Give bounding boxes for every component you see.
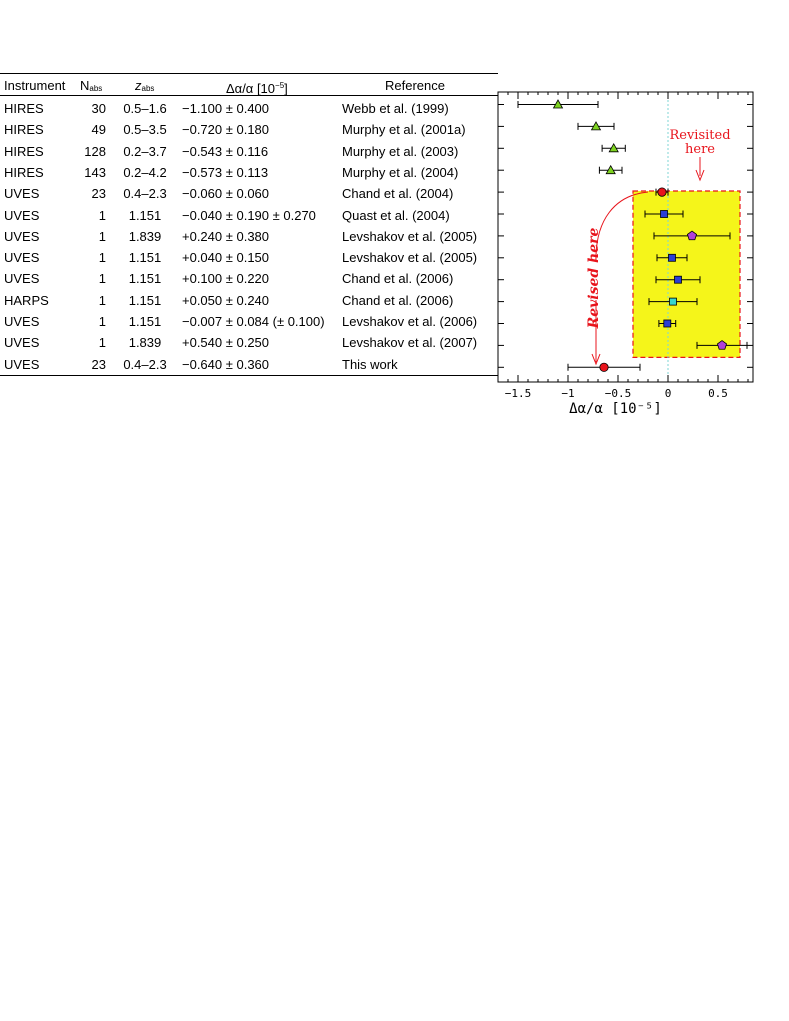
- cell-nabs: 1: [98, 314, 106, 329]
- cell-zabs: 0.2–3.7: [123, 143, 167, 159]
- cell-delta-alpha: +0.240 ± 0.380: [182, 228, 270, 244]
- cell-delta-alpha: +0.040 ± 0.150: [182, 250, 270, 266]
- cell-instrument: UVES: [4, 228, 40, 244]
- cell-zabs: 1.151: [128, 207, 162, 223]
- cell-nabs: 1: [98, 250, 106, 266]
- header-instrument: Instrument: [4, 78, 66, 93]
- header-nabs-main: N: [80, 78, 90, 93]
- cell-zabs: 0.2–4.2: [123, 164, 167, 180]
- cell-delta-alpha: −0.640 ± 0.360: [182, 356, 270, 372]
- cell-instrument: UVES: [4, 271, 40, 287]
- cell-delta-alpha: +0.540 ± 0.250: [182, 335, 270, 351]
- cell-nabs: 49: [91, 122, 106, 138]
- data-point-square: [664, 320, 671, 327]
- figure: [0, 0, 789, 430]
- cell-nabs: 143: [84, 164, 106, 180]
- cell-instrument: UVES: [4, 186, 40, 202]
- cell-instrument: UVES: [4, 335, 40, 351]
- cell-reference: This work: [342, 356, 398, 372]
- cell-nabs: 1: [98, 335, 106, 351]
- x-tick-label: −0.5: [604, 387, 632, 400]
- cell-delta-alpha: −0.720 ± 0.180: [182, 122, 270, 138]
- data-point-circle: [658, 188, 666, 196]
- delta-alpha-chart: [0, 0, 789, 430]
- cell-delta-alpha: −1.100 ± 0.400: [182, 101, 270, 116]
- cell-delta-alpha: −0.040 ± 0.190 ± 0.270: [182, 207, 316, 223]
- cell-zabs: 0.4–2.3: [123, 356, 167, 372]
- cell-zabs: 0.5–3.5: [123, 122, 167, 138]
- cell-instrument: UVES: [4, 314, 40, 329]
- data-point-square: [669, 254, 676, 261]
- x-tick-label: −1.5: [504, 387, 532, 400]
- header-da-main: Δα/α [10: [226, 81, 276, 96]
- x-tick-label: 0: [664, 387, 672, 400]
- cell-delta-alpha: −0.007 ± 0.084 (± 0.100): [182, 314, 325, 329]
- header-zabs-sub: abs: [141, 84, 155, 93]
- cell-nabs: 30: [91, 101, 106, 116]
- cell-reference: Chand et al. (2006): [342, 292, 454, 308]
- data-point-square: [675, 276, 682, 283]
- annotation-revisited-here: here: [685, 142, 715, 157]
- cell-instrument: HIRES: [4, 143, 44, 159]
- cell-instrument: HIRES: [4, 101, 44, 116]
- cell-zabs: 1.151: [128, 250, 162, 266]
- cell-nabs: 128: [84, 143, 106, 159]
- cell-instrument: HIRES: [4, 164, 44, 180]
- cell-reference: Levshakov et al. (2006): [342, 314, 478, 329]
- cell-nabs: 1: [98, 271, 106, 287]
- cell-delta-alpha: −0.543 ± 0.116: [182, 143, 269, 159]
- cell-nabs: 23: [91, 356, 106, 372]
- cell-instrument: UVES: [4, 356, 40, 372]
- cell-delta-alpha: +0.050 ± 0.240: [182, 292, 270, 308]
- header-zabs-main: z: [135, 78, 142, 93]
- annotation-revisited: Revisited: [669, 128, 731, 143]
- header-reference: Reference: [385, 78, 445, 93]
- header-da-sup: −5: [275, 81, 285, 90]
- cell-instrument: UVES: [4, 250, 40, 266]
- header-nabs-sub: abs: [89, 84, 103, 93]
- cell-nabs: 23: [91, 186, 106, 202]
- cell-zabs: 0.4–2.3: [123, 186, 167, 202]
- data-point-circle: [600, 363, 608, 371]
- cell-reference: Levshakov et al. (2007): [342, 335, 478, 351]
- cell-instrument: HARPS: [4, 292, 49, 308]
- cell-zabs: 1.151: [128, 292, 162, 308]
- cell-reference: Levshakov et al. (2005): [342, 228, 478, 244]
- cell-delta-alpha: −0.060 ± 0.060: [182, 186, 270, 202]
- header-da-close: ]: [284, 81, 288, 96]
- cell-nabs: 1: [98, 228, 106, 244]
- cell-nabs: 1: [98, 207, 106, 223]
- highlight-box: [633, 191, 740, 357]
- data-point-square: [670, 298, 677, 305]
- x-tick-label: 0.5: [708, 387, 728, 400]
- cell-reference: Chand et al. (2004): [342, 186, 454, 202]
- cell-reference: Murphy et al. (2001a): [342, 122, 466, 138]
- cell-delta-alpha: +0.100 ± 0.220: [182, 271, 270, 287]
- data-point-square: [661, 211, 668, 218]
- cell-zabs: 1.151: [128, 314, 162, 329]
- cell-reference: Levshakov et al. (2005): [342, 250, 478, 266]
- cell-nabs: 1: [98, 292, 106, 308]
- cell-instrument: HIRES: [4, 122, 44, 138]
- cell-zabs: 1.839: [128, 335, 162, 351]
- cell-reference: Quast et al. (2004): [342, 207, 450, 223]
- x-tick-label: −1: [561, 387, 575, 400]
- cell-zabs: 1.839: [128, 228, 162, 244]
- cell-reference: Chand et al. (2006): [342, 271, 454, 287]
- cell-zabs: 0.5–1.6: [123, 101, 167, 116]
- cell-delta-alpha: −0.573 ± 0.113: [182, 164, 269, 180]
- x-axis-label: Δα/α [10⁻⁵]: [569, 401, 662, 417]
- data-point-triangle: [592, 122, 601, 130]
- annotation-revised-here: Revised here: [586, 227, 602, 329]
- cell-reference: Webb et al. (1999): [342, 101, 449, 116]
- cell-zabs: 1.151: [128, 271, 162, 287]
- cell-instrument: UVES: [4, 207, 40, 223]
- cell-reference: Murphy et al. (2004): [342, 164, 459, 180]
- cell-reference: Murphy et al. (2003): [342, 143, 459, 159]
